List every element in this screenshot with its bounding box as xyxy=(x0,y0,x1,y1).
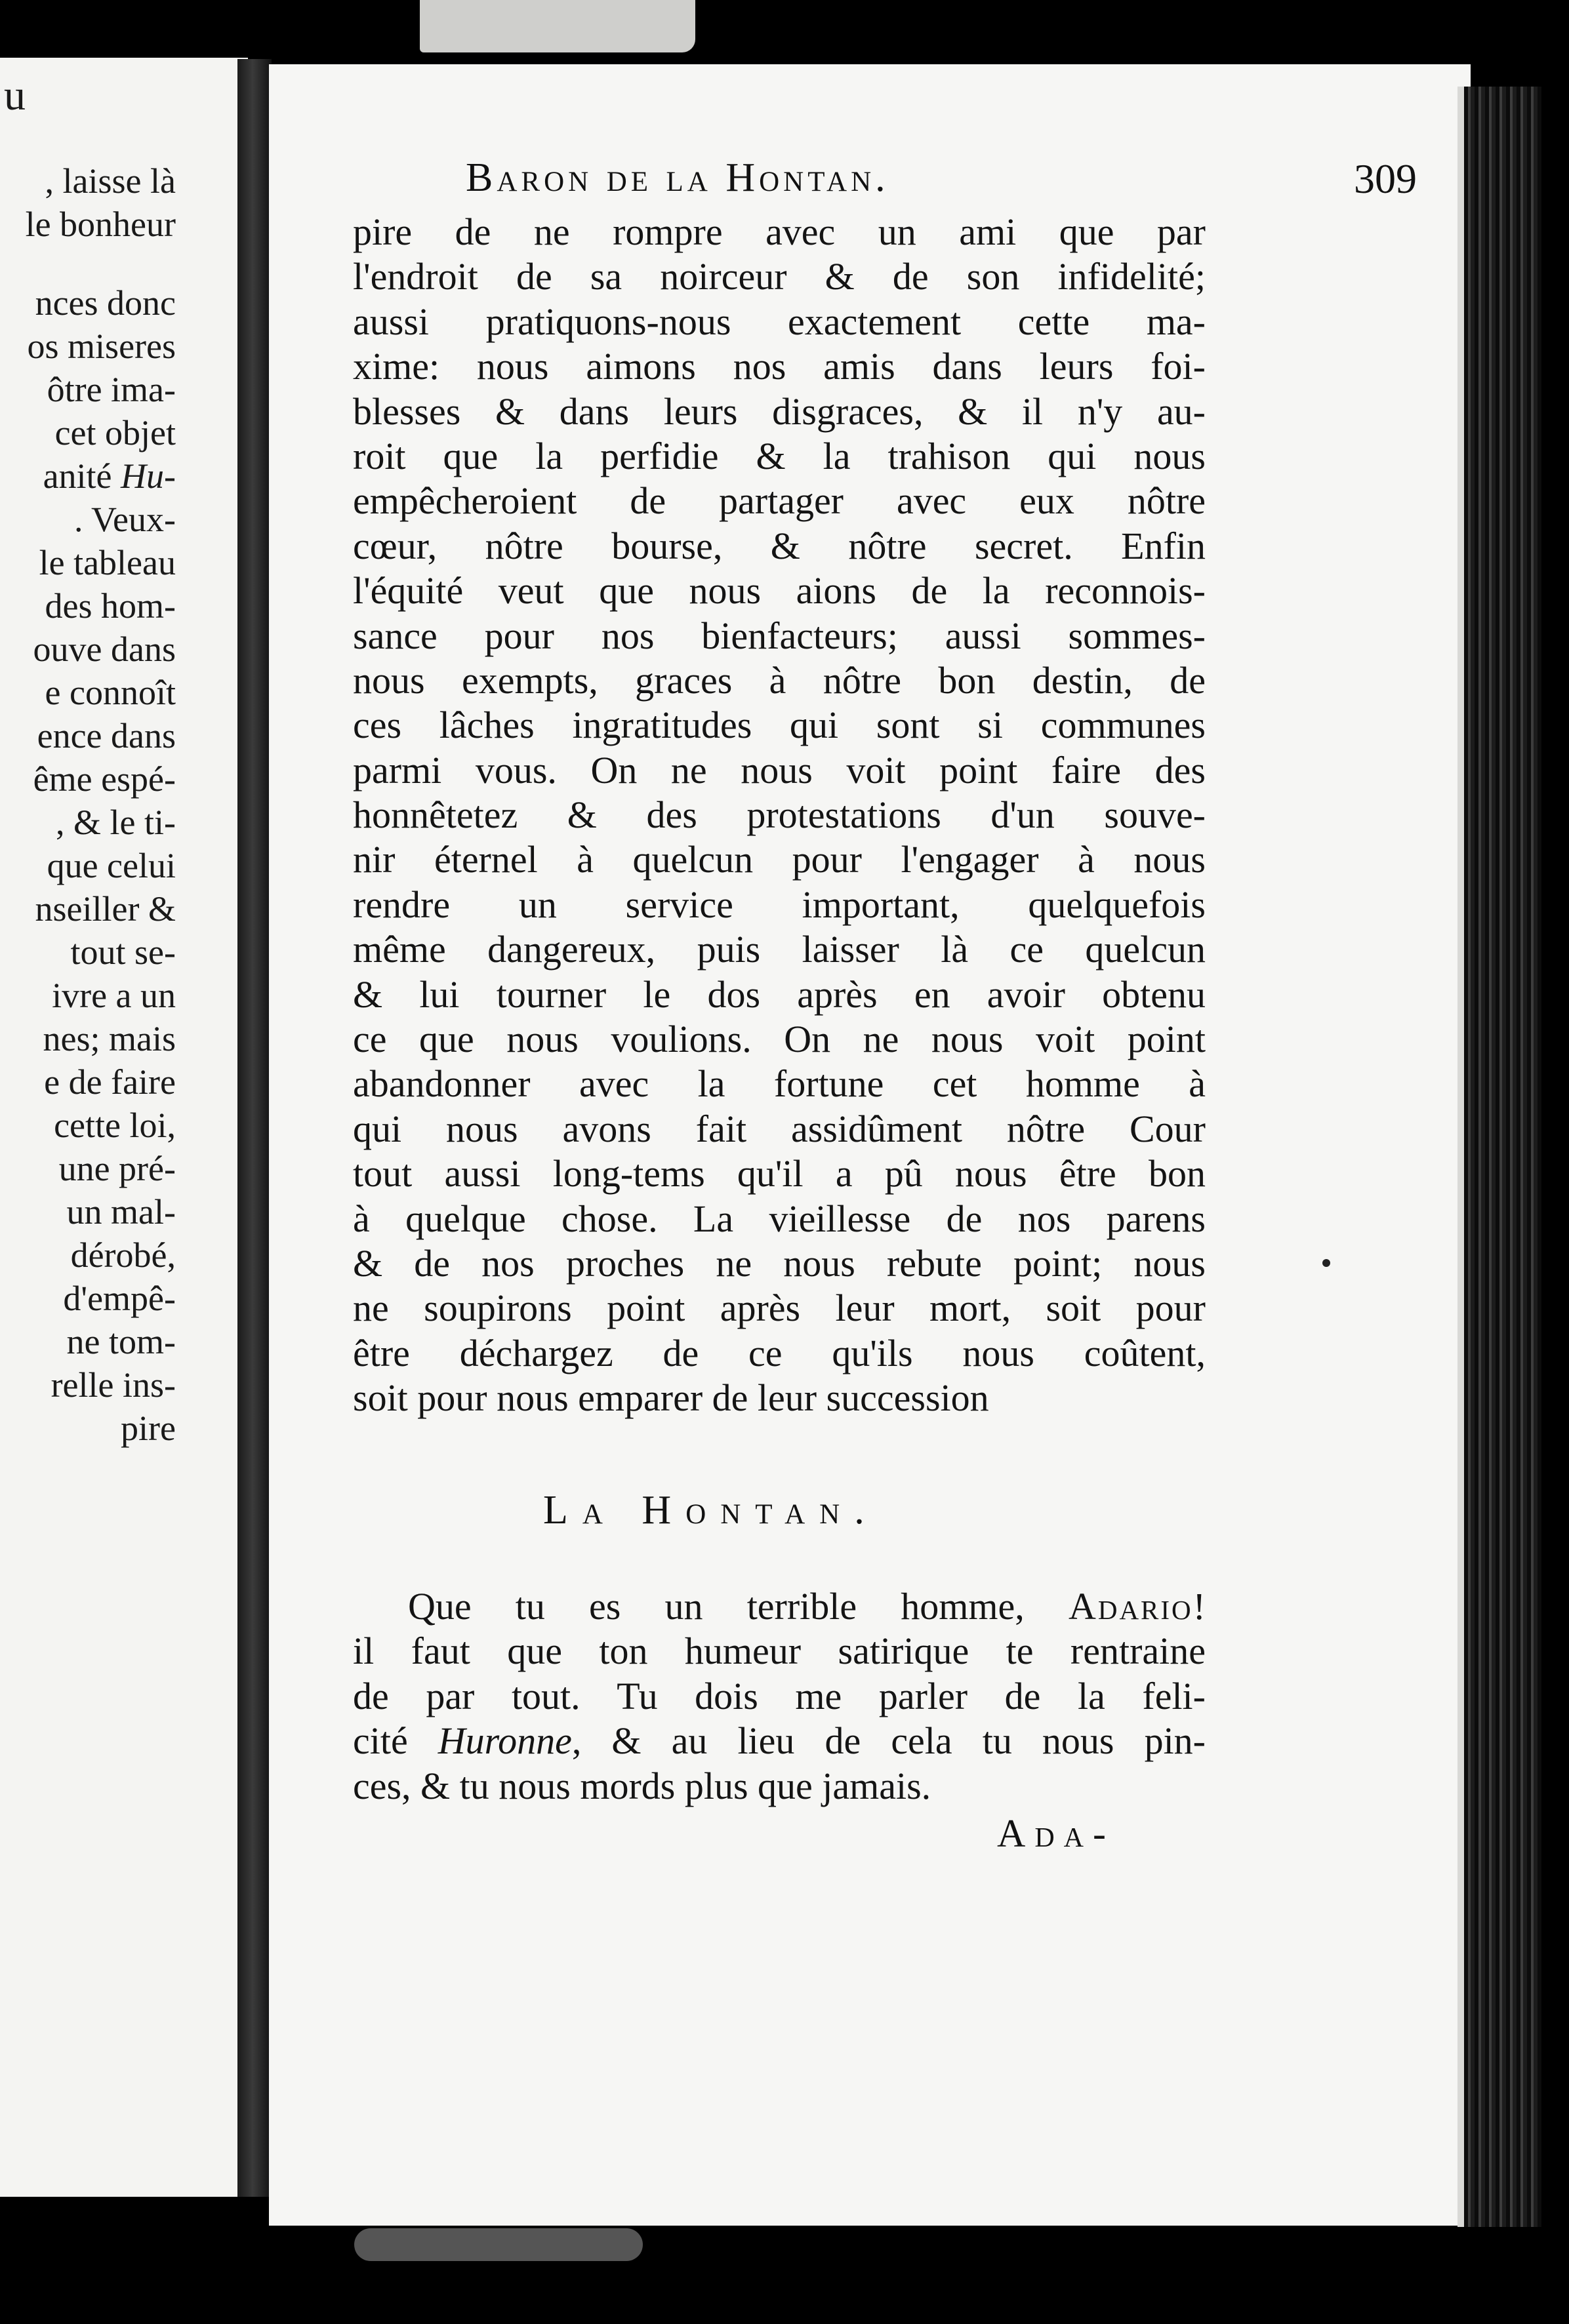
text-line: roit que la perfidie & la trahison qui nous xyxy=(353,434,1206,477)
left-page-line: . Veux- xyxy=(74,500,176,539)
section-heading: La Hontan. xyxy=(543,1488,879,1533)
text-line: ne soupirons point après leur mort, soit pour xyxy=(353,1287,1206,1330)
italic-word: Hu- xyxy=(121,456,176,496)
left-page-line: e de faire xyxy=(44,1062,176,1102)
reply-paragraph xyxy=(353,1584,1206,1809)
running-title: Baron de la Hontan. xyxy=(466,155,889,200)
left-page-line: que celui xyxy=(47,846,176,885)
left-page-line: un mal- xyxy=(66,1192,176,1232)
left-page-line: os miseres xyxy=(27,327,176,366)
left-page-line: , laisse là xyxy=(45,161,176,201)
left-page-line: relle ins- xyxy=(51,1365,176,1405)
left-page-line: ouve dans xyxy=(33,630,176,669)
text-line: soit pour nous emparer de leur succession xyxy=(353,1376,989,1420)
text-segment: , & au lieu de cela tu nous pin- xyxy=(571,1719,1206,1763)
left-page-line: pire xyxy=(121,1409,176,1448)
text-line: honnêtetez & des protestations d'un souve- xyxy=(353,793,1206,837)
text-line: cœur, nôtre bourse, & nôtre secret. Enfin xyxy=(353,524,1206,567)
left-page-line: une pré- xyxy=(58,1149,176,1188)
speaker-name: Adario xyxy=(1068,1585,1193,1628)
text-line: l'endroit de sa noirceur & de son infidelité; xyxy=(353,255,1206,298)
text-line: pire de ne rompre avec un ami que par xyxy=(353,210,1206,253)
left-page-line: tout se- xyxy=(70,932,176,972)
text-line: il faut que ton humeur satirique te rentraine xyxy=(353,1630,1206,1673)
text-line xyxy=(353,1719,1206,1763)
left-page-line: nces donc xyxy=(35,283,176,323)
running-head xyxy=(466,155,1417,207)
left-page-line: ême espé- xyxy=(33,759,176,799)
text-line: xime: nous aimons nos amis dans leurs foi- xyxy=(353,345,1206,388)
left-page-line: dérobé, xyxy=(70,1235,176,1275)
left-page-line: nseiller & xyxy=(35,889,176,929)
text-segment: anité xyxy=(43,456,121,496)
text-line: même dangereux, puis laisser là ce quelcun xyxy=(353,928,1206,971)
text-line: l'équité veut que nous aions de la reconnois- xyxy=(353,569,1206,612)
left-page-fragment xyxy=(0,58,248,2197)
text-line: aussi pratiquons-nous exactement cette ma- xyxy=(353,300,1206,343)
text-line: ces, & tu nous mords plus que jamais. xyxy=(353,1764,931,1807)
left-page-line: ivre a un xyxy=(52,976,176,1015)
left-page-line xyxy=(43,456,176,496)
text-line: abandonner avec la fortune cet homme à xyxy=(353,1062,1206,1106)
text-line xyxy=(353,1584,1206,1629)
paper-scrap-bottom xyxy=(354,2228,643,2261)
text-line: nous exempts, graces à nôtre bon destin, de xyxy=(353,658,1206,702)
book-gutter xyxy=(237,59,272,2197)
text-line: de par tout. Tu dois me parler de la feli- xyxy=(353,1674,1206,1717)
left-page-line: ence dans xyxy=(37,716,176,755)
catchword: Ada- xyxy=(997,1812,1115,1855)
left-page-line: d'empê- xyxy=(63,1279,176,1318)
left-page-line: ne tom- xyxy=(66,1322,176,1361)
text-line: parmi vous. On ne nous voit point faire des xyxy=(353,748,1206,791)
text-line: nir éternel à quelcun pour l'engager à nous xyxy=(353,838,1206,881)
left-page-line: le bonheur xyxy=(25,205,176,244)
left-page-line: u xyxy=(4,71,26,119)
text-line: être déchargez de ce qu'ils nous coûtent, xyxy=(353,1331,1206,1374)
text-line: à quelque chose. La vieillesse de nos parens xyxy=(353,1197,1206,1240)
text-line: ce que nous voulions. On ne nous voit point xyxy=(353,1018,1206,1061)
text-line: empêcheroient de partager avec eux nôtre xyxy=(353,479,1206,523)
left-page-line: , & le ti- xyxy=(56,803,176,842)
left-page-line: des hom- xyxy=(45,586,176,626)
text-line: sance pour nos bienfacteurs; aussi sommes- xyxy=(353,614,1206,657)
text-segment: ! xyxy=(1192,1585,1206,1628)
page-number: 309 xyxy=(1354,155,1417,202)
body-text xyxy=(353,210,1206,1421)
text-line: & lui tourner le dos après en avoir obtenu xyxy=(353,972,1206,1016)
text-segment: Que tu es un terrible homme, xyxy=(408,1585,1069,1628)
text-line: qui nous avons fait assidûment nôtre Cour xyxy=(353,1107,1206,1150)
left-page-line: ôtre ima- xyxy=(47,370,176,409)
paper-scrap-top xyxy=(420,0,695,52)
right-page xyxy=(269,64,1471,2226)
ink-speck xyxy=(1322,1259,1330,1267)
text-line: blesses & dans leurs disgraces, & il n'y au- xyxy=(353,390,1206,433)
left-page-line: e connoît xyxy=(45,673,176,712)
left-page-line: cette loi, xyxy=(54,1106,176,1145)
text-line: & de nos proches ne nous rebute point; nous xyxy=(353,1241,1206,1285)
page-edges xyxy=(1457,87,1541,2227)
left-page-line: cet objet xyxy=(54,413,176,452)
left-page-line: le tableau xyxy=(39,543,176,582)
left-page-line: nes; mais xyxy=(43,1019,176,1058)
text-segment: cité xyxy=(353,1719,438,1763)
italic-word: Huronne xyxy=(438,1719,572,1763)
text-line: tout aussi long-tems qu'il a pû nous être bon xyxy=(353,1152,1206,1195)
text-line: rendre un service important, quelquefois xyxy=(353,883,1206,926)
text-line: ces lâches ingratitudes qui sont si communes xyxy=(353,704,1206,747)
